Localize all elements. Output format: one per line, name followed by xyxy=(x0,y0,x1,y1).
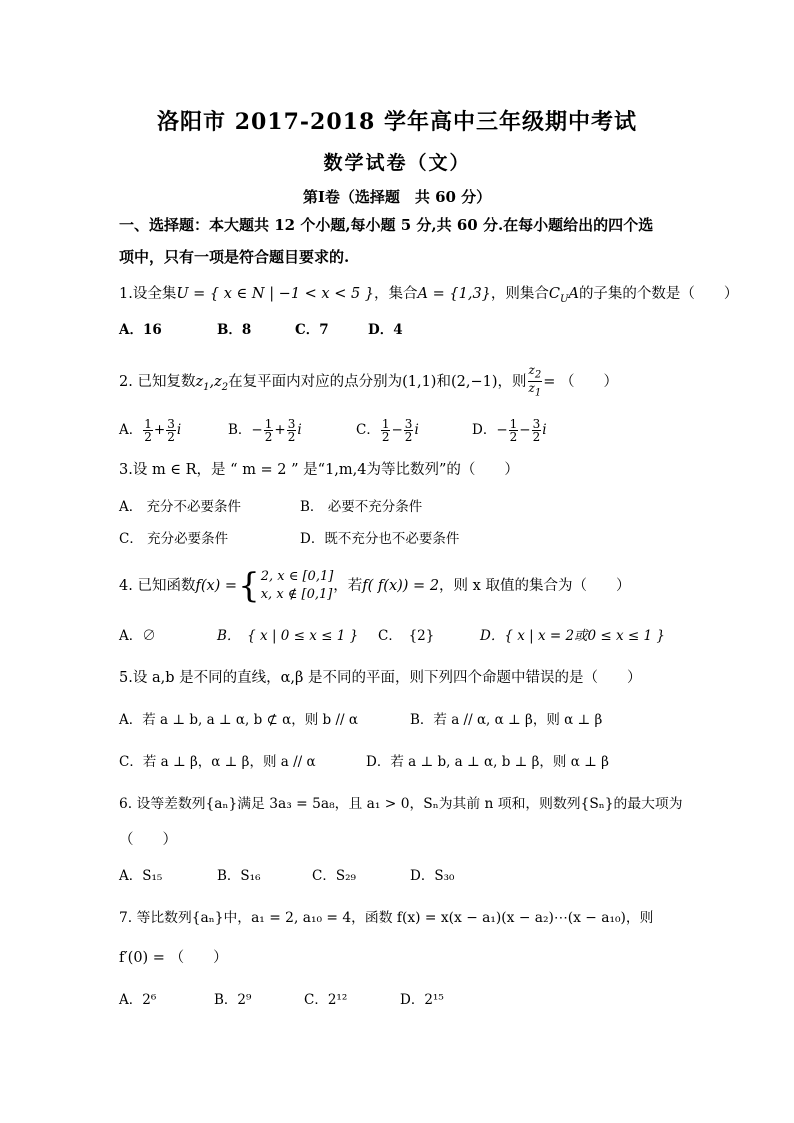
question-7-line-2: f′(0) = （ ） xyxy=(119,950,228,966)
q7-option-b: B．2⁹ xyxy=(214,992,252,1008)
q1-mid2: ，则集合 xyxy=(490,286,549,302)
instructions-line-2: 项中，只有一项是符合题目要求的. xyxy=(119,248,350,266)
q4-condition: f( f(x)) = 2 xyxy=(362,578,440,594)
q3-option-b: B． 必要不充分条件 xyxy=(300,499,423,515)
q1-option-d: D．4 xyxy=(368,322,403,338)
q5-option-b: B．若 a // α, α ⊥ β，则 α ⊥ β xyxy=(410,712,603,728)
q6-option-d: D．S₃₀ xyxy=(410,868,455,884)
q4-mid: ，若 xyxy=(333,578,363,594)
question-6-line-2: （ ） xyxy=(119,832,177,848)
q3-option-c: C． 充分必要条件 xyxy=(119,531,229,547)
q1-prefix: 1.设全集 xyxy=(119,286,177,302)
q6-option-c: C．S₂₉ xyxy=(312,868,356,884)
q1-complement-sub: U xyxy=(560,293,569,305)
q2-and: 和 xyxy=(436,373,451,390)
question-6-line-1: 6. 设等差数列{aₙ}满足 3a₃ = 5a₈，且 a₁ > 0，Sₙ为其前 n 项和，则数列{Sₙ}的最大项为 xyxy=(119,796,683,812)
q2-point-2: (2,−1) xyxy=(450,373,498,390)
q5-option-a: A．若 a ⊥ b, a ⊥ α, b ⊄ α，则 b // α xyxy=(119,712,358,728)
q1-option-a: A．16 xyxy=(119,322,162,338)
q6-option-a: A．S₁₅ xyxy=(119,868,163,884)
q1-complement: C xyxy=(548,286,561,302)
question-4 xyxy=(119,566,689,606)
q2-z2: z xyxy=(214,373,222,390)
question-7-line-1: 7. 等比数列{aₙ}中，a₁ = 2, a₁₀ = 4，函数 f(x) = x(x − a₁)(x − a₂)⋯(x − a₁₀)，则 xyxy=(119,910,654,926)
question-1 xyxy=(119,284,739,310)
q5-option-c: C．若 a ⊥ β，α ⊥ β，则 a // α xyxy=(119,754,316,770)
q5-option-d: D．若 a ⊥ b, a ⊥ α, b ⊥ β，则 α ⊥ β xyxy=(366,754,609,770)
q4-cases: 2, x ∈ [0,1] x, x ∉ [0,1] xyxy=(260,569,334,602)
q2-option-b: B．− $\frac{1}{2}$ + $\frac{3}{2}$ i xyxy=(228,417,302,444)
q4-prefix: 4. 已知函数 xyxy=(119,578,196,594)
q4-option-c: C． {2} xyxy=(378,628,435,644)
q1-suffix: 的子集的个数是（ ） xyxy=(578,286,739,302)
instructions-line-1: 一、选择题：本大题共 12 个小题,每小题 5 分,共 60 分.在每小题给出的四个选 xyxy=(119,216,654,234)
q7-option-d: D．2¹⁵ xyxy=(400,992,444,1008)
q1-universal-set: U = { x ∈ N | −1 < x < 5 } xyxy=(176,286,375,302)
q4-option-a: A．∅ xyxy=(119,628,156,644)
q1-complement-a: A xyxy=(568,286,579,302)
q2-suffix: = （ ） xyxy=(543,373,618,390)
q6-option-b: B．S₁₆ xyxy=(217,868,261,884)
q4-option-d: D．{ x | x = 2或0 ≤ x ≤ 1 } xyxy=(480,628,666,644)
q2-then: ，则 xyxy=(497,373,527,390)
question-3: 3.设 m ∈ R，是 “ m = 2 ” 是“1,m,4为等比数列”的（ ） xyxy=(119,462,519,478)
q1-set-a: A = {1,3} xyxy=(417,286,491,302)
q2-point-1: (1,1) xyxy=(402,373,437,390)
q2-z1: z xyxy=(195,373,204,390)
q7-option-c: C．2¹² xyxy=(304,992,348,1008)
q1-option-c: C．7 xyxy=(295,322,329,338)
part-heading: 第Ⅰ卷（选择题 共 60 分） xyxy=(302,188,492,206)
question-2: 2. 已知复数$z_1,z_2$在复平面内对应的点分别为(1,1)和(2,−1)，则 $\frac{z_2}{z_1}$ = （ ） xyxy=(119,363,618,399)
exam-subtitle: 数学试卷（文） xyxy=(323,152,471,174)
q2-mid: 在复平面内对应的点分别为 xyxy=(228,373,403,390)
q2-fraction: $\frac{z_2}{z_1}$ xyxy=(528,363,542,399)
q4-brace: { xyxy=(238,566,260,606)
exam-title: 洛阳市 2017-2018 学年高中三年级期中考试 xyxy=(157,109,637,135)
q4-option-b: B． { x | 0 ≤ x ≤ 1 } xyxy=(217,628,359,644)
question-5: 5.设 a,b 是不同的直线，α,β 是不同的平面，则下列四个命题中错误的是（ ） xyxy=(119,670,642,686)
q3-option-d: D．既不充分也不必要条件 xyxy=(300,531,460,547)
q2-prefix: 2. 已知复数 xyxy=(119,373,196,390)
q1-mid: ，集合 xyxy=(374,286,418,302)
q4-function: f(x) = xyxy=(195,578,238,594)
q2-option-a: A． $\frac{1}{2}$ + $\frac{3}{2}$ i xyxy=(119,417,182,444)
q1-option-b: B．8 xyxy=(217,322,252,338)
q2-option-c: C． $\frac{1}{2}$ − $\frac{3}{2}$ i xyxy=(356,417,419,444)
q2-option-d: D．− $\frac{1}{2}$ − $\frac{3}{2}$ i xyxy=(472,417,547,444)
q4-suffix: ，则 x 取值的集合为（ ） xyxy=(439,578,631,594)
q3-option-a: A． 充分不必要条件 xyxy=(119,499,242,515)
q7-option-a: A．2⁶ xyxy=(119,992,157,1008)
